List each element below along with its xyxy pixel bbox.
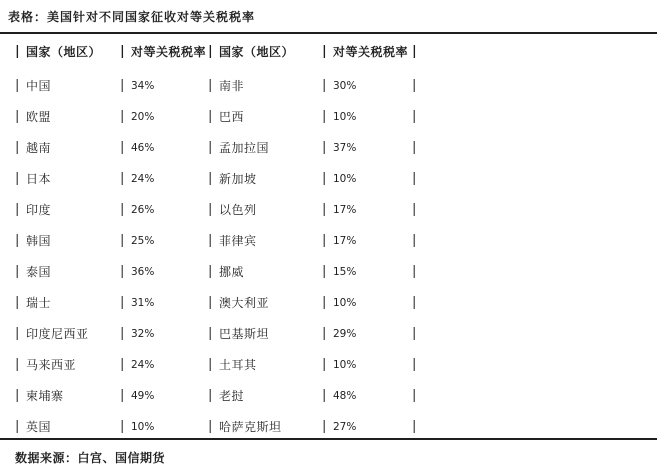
- country-cell-1: [15, 263, 120, 280]
- header-cell-rate-2: [322, 43, 412, 60]
- rate-cell-1: [120, 326, 208, 341]
- country-name: 印度: [26, 203, 52, 217]
- data-source: 数据来源：白宫、国信期货: [15, 451, 166, 465]
- column-separator: |: [15, 357, 20, 372]
- table-row: [0, 132, 657, 163]
- column-separator: |: [412, 295, 417, 310]
- rate-cell-1: [120, 388, 208, 403]
- page-title: 表格：美国针对不同国家征收对等关税税率: [8, 10, 256, 24]
- country-name: 孟加拉国: [219, 141, 270, 155]
- column-separator: |: [208, 295, 213, 310]
- column-separator: |: [208, 326, 213, 341]
- column-separator: |: [208, 171, 213, 186]
- country-cell-2: [208, 232, 322, 249]
- rate-cell-1: [120, 295, 208, 310]
- rate-cell-1: [120, 233, 208, 248]
- country-name: 马来西亚: [26, 358, 77, 372]
- country-name: 以色列: [219, 203, 257, 217]
- country-cell-2: [208, 263, 322, 280]
- column-separator: |: [322, 78, 327, 93]
- country-name: 日本: [26, 172, 52, 186]
- tariff-rate: 37%: [333, 141, 357, 154]
- column-separator: |: [322, 140, 327, 155]
- rate-cell-1: [120, 264, 208, 279]
- tariff-rate: 32%: [131, 327, 155, 340]
- column-separator: |: [412, 419, 417, 434]
- column-separator: |: [322, 295, 327, 310]
- column-separator: |: [208, 419, 213, 434]
- tariff-rate: 27%: [333, 420, 357, 433]
- country-cell-1: [15, 108, 120, 125]
- header-label: 对等关税税率: [333, 44, 409, 59]
- country-cell-1: [15, 418, 120, 435]
- country-name: 中国: [26, 79, 52, 93]
- rate-cell-2: [322, 140, 412, 155]
- tariff-rate: 10%: [333, 296, 357, 309]
- column-separator: |: [208, 140, 213, 155]
- tariff-rate: 10%: [333, 172, 357, 185]
- country-cell-1: [15, 294, 120, 311]
- column-separator: |: [412, 202, 417, 217]
- tariff-rate: 17%: [333, 203, 357, 216]
- column-separator: |: [208, 388, 213, 403]
- country-name: 菲律宾: [219, 234, 257, 248]
- country-cell-1: [15, 387, 120, 404]
- tariff-rate: 24%: [131, 172, 155, 185]
- table-row: [0, 349, 657, 380]
- column-separator: |: [322, 264, 327, 279]
- column-separator: |: [322, 326, 327, 341]
- column-separator: |: [208, 202, 213, 217]
- column-separator: |: [208, 233, 213, 248]
- rate-cell-2: [322, 109, 412, 124]
- column-separator: |: [412, 109, 417, 124]
- column-separator: |: [120, 326, 125, 341]
- column-separator: |: [208, 78, 213, 93]
- header-cell-country-2: [208, 43, 322, 60]
- table-row: [0, 318, 657, 349]
- country-name: 新加坡: [219, 172, 257, 186]
- rate-cell-1: [120, 78, 208, 93]
- country-name: 土耳其: [219, 358, 257, 372]
- column-separator: |: [15, 388, 20, 403]
- column-separator: |: [322, 109, 327, 124]
- rate-cell-1: [120, 109, 208, 124]
- column-separator: |: [322, 233, 327, 248]
- rate-cell-2: [322, 264, 412, 279]
- table-header: [0, 42, 424, 60]
- column-separator: |: [208, 264, 213, 279]
- tariff-rate: 20%: [131, 110, 155, 123]
- country-name: 韩国: [26, 234, 52, 248]
- table-row: [0, 287, 657, 318]
- country-cell-2: [208, 77, 322, 94]
- column-separator: |: [412, 43, 417, 59]
- column-separator: |: [15, 43, 20, 59]
- column-separator: |: [412, 264, 417, 279]
- rate-cell-2: [322, 78, 412, 93]
- tariff-rate: 30%: [333, 79, 357, 92]
- column-separator: |: [208, 43, 213, 59]
- column-separator: |: [15, 171, 20, 186]
- tariff-rate: 36%: [131, 265, 155, 278]
- tariff-rate: 46%: [131, 141, 155, 154]
- rate-cell-1: [120, 140, 208, 155]
- country-name: 哈萨克斯坦: [219, 420, 282, 434]
- column-separator: |: [15, 264, 20, 279]
- column-separator: |: [15, 419, 20, 434]
- column-separator: |: [15, 78, 20, 93]
- rate-cell-2: [322, 171, 412, 186]
- tariff-rate: 10%: [131, 420, 155, 433]
- country-cell-2: [208, 108, 322, 125]
- column-separator: |: [412, 233, 417, 248]
- header-label: 国家（地区）: [219, 44, 295, 59]
- column-separator: |: [120, 43, 125, 59]
- column-separator: |: [208, 357, 213, 372]
- column-separator: |: [120, 233, 125, 248]
- column-separator: |: [15, 326, 20, 341]
- column-separator: |: [120, 171, 125, 186]
- country-name: 柬埔寨: [26, 389, 64, 403]
- country-cell-2: [208, 201, 322, 218]
- country-cell-1: [15, 356, 120, 373]
- column-separator: |: [322, 419, 327, 434]
- tariff-rate: 26%: [131, 203, 155, 216]
- country-cell-2: [208, 170, 322, 187]
- country-name: 印度尼西亚: [26, 327, 89, 341]
- column-separator: |: [322, 357, 327, 372]
- rate-cell-2: [322, 295, 412, 310]
- country-name: 南非: [219, 79, 245, 93]
- column-separator: |: [412, 388, 417, 403]
- column-separator: |: [120, 419, 125, 434]
- country-name: 越南: [26, 141, 52, 155]
- country-cell-1: [15, 77, 120, 94]
- country-name: 巴基斯坦: [219, 327, 270, 341]
- country-cell-2: [208, 325, 322, 342]
- table-row: [0, 101, 657, 132]
- country-name: 泰国: [26, 265, 52, 279]
- column-separator: |: [15, 233, 20, 248]
- country-cell-1: [15, 170, 120, 187]
- rate-cell-1: [120, 202, 208, 217]
- rate-cell-2: [322, 326, 412, 341]
- country-name: 瑞士: [26, 296, 52, 310]
- tariff-rate: 31%: [131, 296, 155, 309]
- tariff-rate: 49%: [131, 389, 155, 402]
- column-separator: |: [412, 357, 417, 372]
- country-name: 老挝: [219, 389, 245, 403]
- country-cell-2: [208, 356, 322, 373]
- tariff-rate: 10%: [333, 358, 357, 371]
- table-row: [0, 256, 657, 287]
- country-name: 欧盟: [26, 110, 52, 124]
- table-body: [0, 70, 657, 442]
- country-cell-1: [15, 139, 120, 156]
- country-cell-1: [15, 232, 120, 249]
- tariff-rate: 24%: [131, 358, 155, 371]
- rate-cell-1: [120, 419, 208, 434]
- rate-cell-2: [322, 357, 412, 372]
- column-separator: |: [120, 202, 125, 217]
- country-name: 挪威: [219, 265, 245, 279]
- table-row: [0, 380, 657, 411]
- country-cell-1: [15, 325, 120, 342]
- header-cell-rate-1: [120, 43, 208, 60]
- column-separator: |: [120, 109, 125, 124]
- column-separator: |: [15, 140, 20, 155]
- top-rule: [0, 32, 657, 34]
- rate-cell-2: [322, 202, 412, 217]
- tariff-rate: 10%: [333, 110, 357, 123]
- column-separator: |: [120, 388, 125, 403]
- column-separator: |: [15, 109, 20, 124]
- country-cell-2: [208, 387, 322, 404]
- table-row: [0, 163, 657, 194]
- column-separator: |: [15, 295, 20, 310]
- column-separator: |: [322, 43, 327, 59]
- header-label: 国家（地区）: [26, 44, 102, 59]
- tariff-rate: 29%: [333, 327, 357, 340]
- column-separator: |: [120, 264, 125, 279]
- column-separator: |: [120, 78, 125, 93]
- tariff-rate: 34%: [131, 79, 155, 92]
- column-separator: |: [208, 109, 213, 124]
- country-name: 澳大利亚: [219, 296, 270, 310]
- country-cell-2: [208, 418, 322, 435]
- table-row: [0, 225, 657, 256]
- country-name: 英国: [26, 420, 52, 434]
- bottom-rule: [0, 438, 657, 440]
- column-separator: |: [412, 326, 417, 341]
- rate-cell-2: [322, 233, 412, 248]
- rate-cell-1: [120, 171, 208, 186]
- column-separator: |: [322, 388, 327, 403]
- column-separator: |: [15, 202, 20, 217]
- tariff-rate: 17%: [333, 234, 357, 247]
- country-cell-2: [208, 294, 322, 311]
- column-separator: |: [120, 295, 125, 310]
- rate-cell-1: [120, 357, 208, 372]
- tariff-rate: 25%: [131, 234, 155, 247]
- table-row: [0, 70, 657, 101]
- country-cell-1: [15, 201, 120, 218]
- table-row: [0, 194, 657, 225]
- country-name: 巴西: [219, 110, 245, 124]
- column-separator: |: [412, 171, 417, 186]
- column-separator: |: [120, 357, 125, 372]
- rate-cell-2: [322, 388, 412, 403]
- tariff-rate: 15%: [333, 265, 357, 278]
- tariff-rate: 48%: [333, 389, 357, 402]
- column-separator: |: [120, 140, 125, 155]
- rate-cell-2: [322, 419, 412, 434]
- country-cell-2: [208, 139, 322, 156]
- header-cell-country-1: [15, 43, 120, 60]
- column-separator: |: [322, 171, 327, 186]
- header-label: 对等关税税率: [131, 44, 207, 59]
- column-separator: |: [322, 202, 327, 217]
- column-separator: |: [412, 140, 417, 155]
- column-separator: |: [412, 78, 417, 93]
